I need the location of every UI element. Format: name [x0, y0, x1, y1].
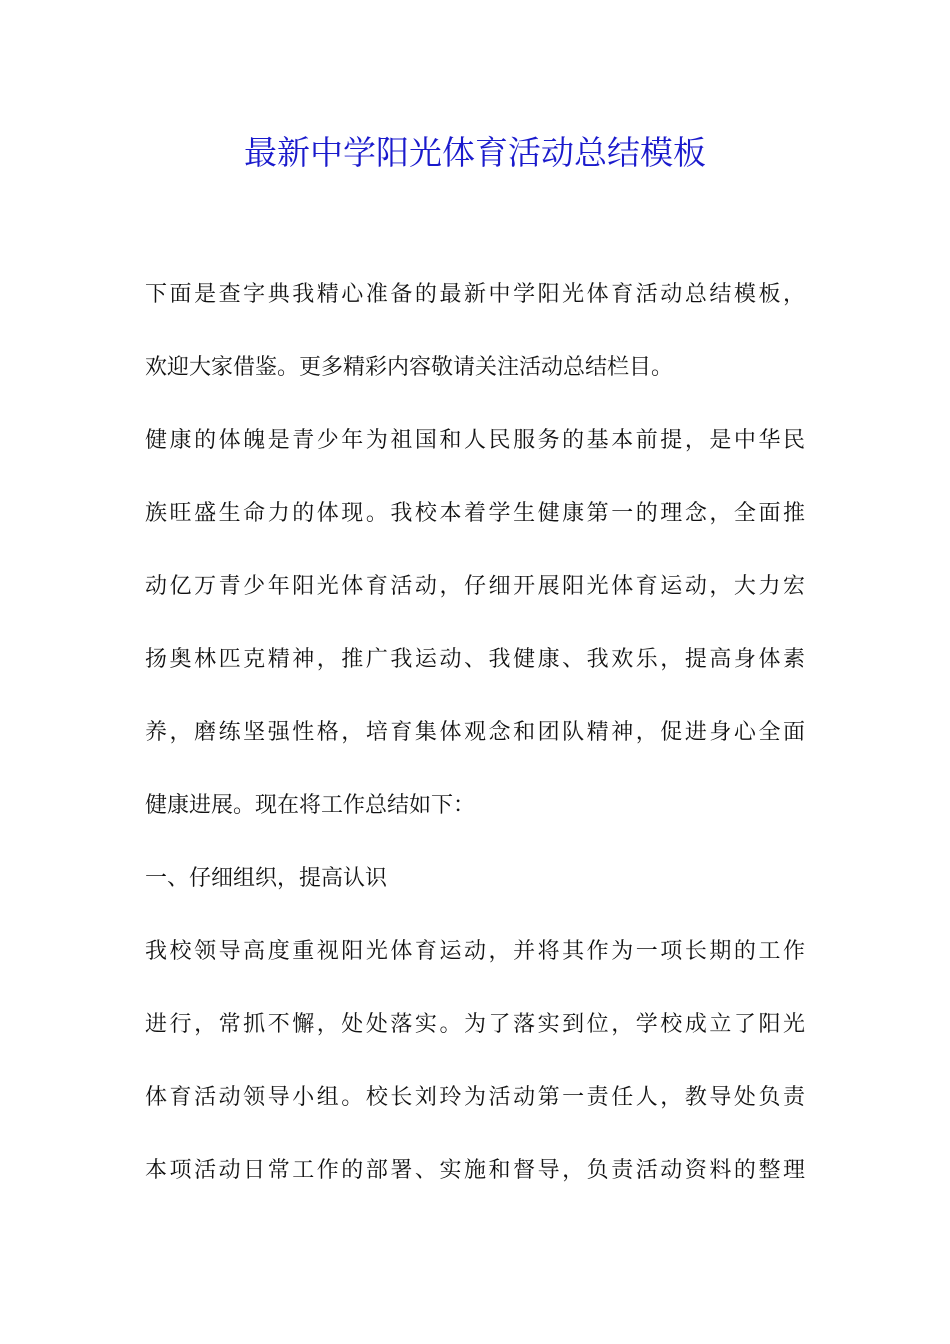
text-line: 我校领导高度重视阳光体育运动，并将其作为一项长期的工作 — [145, 939, 805, 964]
text-line: 健康的体魄是青少年为祖国和人民服务的基本前提，是中华民 — [145, 428, 805, 453]
text-line: 欢迎大家借鉴。更多精彩内容敬请关注活动总结栏目。 — [145, 355, 674, 380]
text-line: 下面是查字典我精心准备的最新中学阳光体育活动总结模板， — [145, 282, 805, 307]
text-line: 养，磨练坚强性格，培育集体观念和团队精神，促进身心全面 — [145, 720, 805, 745]
text-line: 进行，常抓不懈，处处落实。为了落实到位，学校成立了阳光 — [145, 1012, 805, 1037]
text-line: 体育活动领导小组。校长刘玲为活动第一责任人，教导处负责 — [145, 1085, 805, 1110]
text-line: 健康进展。现在将工作总结如下： — [145, 793, 476, 818]
document-body — [145, 258, 805, 1207]
section-heading: 一、仔细组织，提高认识 — [145, 866, 388, 891]
text-line: 族旺盛生命力的体现。我校本着学生健康第一的理念，全面推 — [145, 501, 805, 526]
text-line: 动亿万青少年阳光体育活动，仔细开展阳光体育运动，大力宏 — [145, 574, 805, 599]
text-line: 本项活动日常工作的部署、实施和督导，负责活动资料的整理 — [145, 1158, 805, 1183]
document-title: 最新中学阳光体育活动总结模板 — [244, 133, 706, 172]
text-line: 扬奥林匹克精神，推广我运动、我健康、我欢乐，提高身体素 — [145, 647, 805, 672]
